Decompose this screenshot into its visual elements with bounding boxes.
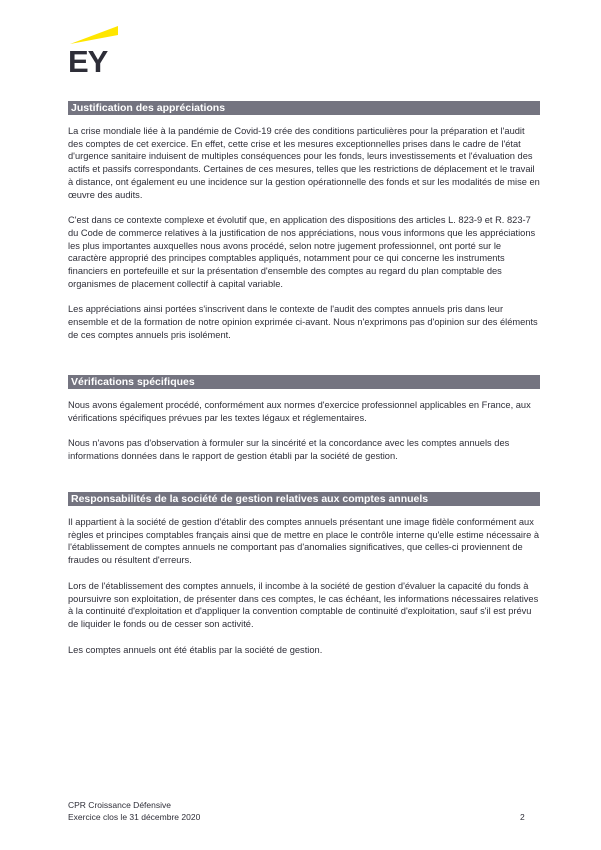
- ey-logo-text: EY: [68, 44, 108, 74]
- section-title: Vérifications spécifiques: [68, 375, 540, 389]
- footer-fund-name: CPR Croissance Défensive: [68, 800, 171, 810]
- section-title: Responsabilités de la société de gestion relatives aux comptes annuels: [68, 492, 540, 506]
- section-justification: [68, 101, 540, 355]
- section-title: Justification des appréciations: [68, 101, 540, 115]
- ey-logo-beam: [70, 26, 118, 44]
- paragraph: C'est dans ce contexte complexe et évolutif que, en application des dispositions des articles L. 823-9 et R. 823-7 du Code de commerce relatives à la justification de nos appréciations, nous vous informons que les appréciations les plus importantes auxquelles nous avons procédé, selon notre jugement professionnel, ont porté sur le caractère approprié des principes comptables appliqués, notamment pour ce qui concerne les instruments financiers en portefeuille et sur la présentation d'ensemble des comptes au regard du plan comptable des organismes de placement collectif à capital variable.: [68, 215, 536, 289]
- paragraph: La crise mondiale liée à la pandémie de Covid-19 crée des conditions particulières pour la préparation et l'audit des comptes de cet exercice. En effet, cette crise et les mesures exceptionnelles prises dans le cadre de l'état d'urgence sanitaire induisent de multiples conséquences pour les fonds, leurs investissements et l'évaluation des actifs et passifs correspondants. Certaines de ces mesures, telles que les restrictions de déplacement et le travail à distance, ont également eu une incidence sur la gestion opérationnelle des fonds et sur les modalités de mise en œuvre des audits.: [68, 126, 540, 200]
- paragraph: Il appartient à la société de gestion d'établir des comptes annuels présentant une image fidèle conformément aux règles et principes comptables français ainsi que de mettre en place le contrôle interne qu'elle estime nécessaire à l'établissement de comptes annuels ne comportant pas d'anomalies significatives, que celles-ci proviennent de fraudes ou résultent d'erreurs.: [68, 517, 540, 566]
- footer-fiscal-year: Exercice clos le 31 décembre 2020: [68, 812, 201, 822]
- page-number: 2: [520, 812, 525, 822]
- paragraph: Les comptes annuels ont été établis par la société de gestion.: [68, 644, 323, 655]
- ey-logo: [68, 22, 120, 74]
- footer: [68, 799, 200, 823]
- paragraph: Lors de l'établissement des comptes annuels, il incombe à la société de gestion d'évaluer la capacité du fonds à poursuivre son exploitation, de présenter dans ces comptes, le cas échéant, les informations nécessaires relatives à la continuité d'exploitation et d'appliquer la convention comptable de continuité d'exploitation, sauf s'il est prévu de liquider le fonds ou de cesser son activité.: [68, 580, 539, 629]
- section-verifications: [68, 375, 540, 476]
- paragraph: Nous avons également procédé, conformément aux normes d'exercice professionnel applicables en France, aux vérifications spécifiques prévues par les textes légaux et réglementaires.: [68, 400, 531, 423]
- section-responsabilites: [68, 492, 540, 669]
- paragraph: Les appréciations ainsi portées s'inscrivent dans le contexte de l'audit des comptes annuels pris dans leur ensemble et de la formation de notre opinion exprimée ci-avant. Nous n'exprimons pas d'opinion sur des éléments de ces comptes annuels pris isolément.: [68, 304, 538, 340]
- paragraph: Nous n'avons pas d'observation à formuler sur la sincérité et la concordance avec les comptes annuels des informations données dans le rapport de gestion établi par la société de gestion.: [68, 438, 510, 462]
